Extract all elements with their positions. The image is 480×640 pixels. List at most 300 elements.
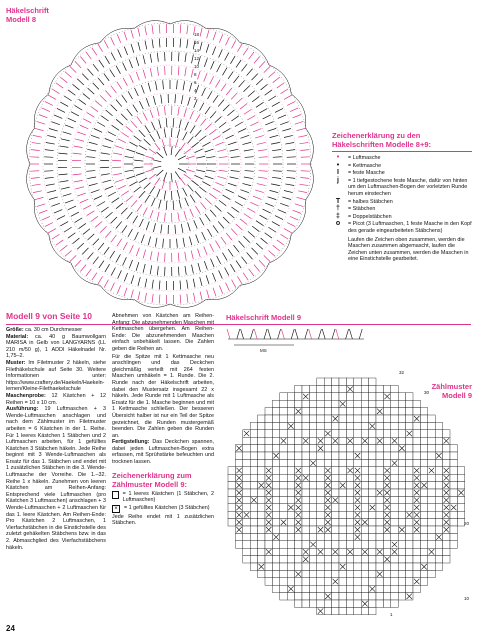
grid-cell — [398, 519, 405, 526]
grid-cell — [339, 430, 346, 437]
stitch-mark — [70, 255, 76, 261]
instructions-column-1 — [6, 327, 106, 551]
stitch-mark — [139, 219, 143, 227]
stitch-mark — [126, 149, 135, 152]
stitch-mark — [127, 212, 133, 219]
grid-cell — [376, 459, 383, 466]
stitch-mark — [241, 64, 246, 71]
stitch-mark — [33, 135, 42, 137]
grid-cell — [235, 533, 242, 540]
stitch-mark — [31, 177, 40, 178]
grid-cell — [258, 430, 265, 437]
stitch-mark — [51, 122, 59, 125]
stitch-mark — [111, 37, 115, 45]
stitch-mark — [241, 257, 246, 264]
stitch-mark — [252, 74, 258, 80]
grid-cell — [450, 467, 457, 474]
grid-cell — [406, 445, 413, 452]
grid-cell — [346, 430, 353, 437]
grid-cell — [354, 385, 361, 392]
legend-title-line-1: Zeichenerklärung zu den — [332, 131, 421, 140]
stitch-mark — [239, 241, 245, 248]
stitch-mark — [124, 32, 127, 41]
grid-title-line-1: Zählmuster — [431, 382, 472, 391]
stitch-mark — [68, 118, 76, 122]
stitch-mark — [184, 149, 191, 154]
stitch-mark — [143, 113, 147, 121]
grid-cell — [287, 408, 294, 415]
stitch-mark — [163, 239, 164, 248]
stitch-mark — [61, 187, 70, 189]
grid-cell — [369, 489, 376, 496]
stitch-mark — [80, 199, 88, 203]
stitch-mark — [141, 85, 144, 93]
grid-cell — [280, 474, 287, 481]
stitch-mark — [268, 227, 276, 232]
model9-heading: Modell 9 von Seite 10 — [6, 311, 92, 321]
stitch-mark — [83, 229, 90, 235]
stitch-mark — [195, 114, 200, 122]
stitch-mark — [88, 88, 95, 94]
grid-cell — [361, 526, 368, 533]
stitch-mark — [150, 54, 152, 63]
stitch-mark — [111, 235, 116, 242]
grid-cell — [383, 400, 390, 407]
grid-cell — [369, 600, 376, 607]
stitch-mark — [75, 218, 83, 223]
grid-cell — [346, 452, 353, 459]
grid-cell — [280, 445, 287, 452]
grid-cell — [287, 541, 294, 548]
stitch-mark — [268, 197, 277, 200]
stitch-mark — [139, 101, 143, 109]
grid-cell — [406, 504, 413, 511]
stitch-mark — [249, 269, 254, 276]
grid-cell — [302, 459, 309, 466]
picot-arc — [27, 164, 35, 200]
stitch-mark — [42, 216, 50, 220]
grid-cell — [428, 563, 435, 570]
stitch-mark — [150, 68, 152, 77]
grid-cell — [280, 570, 287, 577]
grid-cell — [391, 556, 398, 563]
stitch-mark — [213, 288, 216, 297]
round-outline — [85, 79, 255, 249]
grid-cell — [391, 474, 398, 481]
stitch-mark — [264, 329, 267, 339]
stitch-mark — [180, 178, 185, 185]
stitch-mark — [188, 97, 191, 106]
grid-cell — [309, 600, 316, 607]
stitch-mark — [228, 72, 233, 79]
stitch-mark — [240, 219, 247, 225]
grid-cell — [280, 489, 287, 496]
stitch-mark — [92, 48, 97, 55]
stitch-mark — [196, 234, 199, 242]
grid-cell — [287, 526, 294, 533]
grid-cell — [406, 489, 413, 496]
stitch-mark — [116, 254, 120, 262]
grid-cell — [309, 585, 316, 592]
stitch-mark — [115, 179, 124, 182]
grid-cell — [339, 452, 346, 459]
stitch-mark — [106, 110, 113, 116]
grid-cell — [228, 482, 235, 489]
grid-cell — [361, 393, 368, 400]
stitch-mark — [180, 24, 181, 33]
stitch-mark — [177, 190, 179, 199]
grid-cell — [391, 400, 398, 407]
grid-cell — [361, 533, 368, 540]
grid-cell — [280, 578, 287, 585]
stitch-mark — [201, 202, 207, 209]
stitch-mark — [233, 76, 239, 83]
grid-cell — [324, 408, 331, 415]
stitch-mark — [244, 214, 251, 219]
grid-cell — [339, 408, 346, 415]
stitch-mark — [133, 216, 138, 224]
grid-cell — [332, 452, 339, 459]
grid-cell — [391, 570, 398, 577]
picot-arc — [134, 21, 170, 29]
grid-cell — [413, 437, 420, 444]
stitch-mark — [150, 110, 153, 118]
stitch-mark — [230, 56, 235, 64]
legend-title-line-2: Häkelschriften Modelle 8+9: — [332, 140, 431, 149]
stitch-mark — [108, 192, 116, 196]
grid-cell — [376, 474, 383, 481]
grid-cell — [398, 452, 405, 459]
grid-cell — [398, 482, 405, 489]
stitch-mark — [143, 55, 145, 64]
grid-cell — [302, 541, 309, 548]
stitch-mark — [218, 100, 224, 107]
stitch-mark — [228, 142, 237, 145]
stitch-mark — [272, 102, 280, 106]
stitch-mark — [143, 250, 145, 259]
finishing-body: Das Deckchen spannen, dabei jeden Luftmaschen-Bogen extra erfassen, mit Sprühstärke befeuchten und trocknen lassen. — [112, 439, 214, 466]
grid-cell — [391, 452, 398, 459]
grid-cell — [243, 489, 250, 496]
grid-cell — [361, 400, 368, 407]
stitch-mark — [44, 171, 53, 172]
grid-cell — [398, 430, 405, 437]
grid-cell — [324, 452, 331, 459]
stitch-mark — [64, 227, 72, 232]
grid-cell — [361, 378, 368, 385]
grid-cell — [354, 570, 361, 577]
stitch-mark — [98, 243, 104, 250]
stitch-mark — [252, 248, 258, 254]
instruction-paragraph — [6, 334, 106, 360]
grid-cell — [361, 593, 368, 600]
grid-cell — [295, 533, 302, 540]
grid-cell — [339, 526, 346, 533]
stitch-mark — [63, 194, 72, 197]
stitch-mark — [200, 277, 202, 286]
grid-cell — [302, 408, 309, 415]
grid-row-label: 10 — [464, 596, 470, 601]
stitch-mark — [47, 191, 56, 193]
grid-cell — [376, 400, 383, 407]
stitch-mark — [155, 81, 157, 90]
grid-cell — [361, 570, 368, 577]
stitch-mark — [280, 203, 288, 206]
grid-cell — [428, 415, 435, 422]
stitch-mark — [74, 146, 83, 148]
grid-cell — [369, 415, 376, 422]
stitch-mark — [164, 191, 165, 200]
legend-item — [332, 206, 472, 213]
grid-cell — [309, 570, 316, 577]
stitch-mark — [131, 200, 137, 207]
grid-cell — [420, 415, 427, 422]
grid-cell — [369, 467, 376, 474]
stitch-mark — [105, 231, 111, 238]
stitch-mark — [275, 108, 283, 112]
grid-cell — [346, 585, 353, 592]
grid-cell — [339, 533, 346, 540]
stitch-mark — [250, 122, 258, 126]
grid-cell — [383, 408, 390, 415]
grid-cell — [369, 393, 376, 400]
picot-arc — [170, 299, 206, 307]
model9-chart-title: Häkelschrift Modell 9 — [226, 313, 302, 322]
grid-cell — [302, 445, 309, 452]
stitch-mark — [221, 237, 226, 244]
grid-row-label: 20 — [464, 521, 470, 526]
grid-cell — [406, 548, 413, 555]
grid-cell — [398, 408, 405, 415]
grid-cell — [391, 415, 398, 422]
grid-cell — [295, 548, 302, 555]
grid-cell — [406, 519, 413, 526]
stitch-mark — [291, 329, 294, 339]
grid-cell — [369, 482, 376, 489]
grid-cell — [309, 422, 316, 429]
grid-cell — [339, 378, 346, 385]
stitch-mark — [157, 252, 158, 261]
grid-cell — [280, 511, 287, 518]
grid-cell — [332, 482, 339, 489]
stitch-mark — [178, 52, 179, 61]
grid-cell — [383, 578, 390, 585]
stitch-mark — [124, 288, 127, 297]
stitch-mark — [191, 180, 198, 185]
stitch-mark — [240, 104, 247, 110]
grid-cell — [354, 378, 361, 385]
grid-cell — [413, 400, 420, 407]
grid-cell — [361, 445, 368, 452]
stitch-mark — [145, 156, 154, 159]
grid-cell — [354, 556, 361, 563]
stitch-mark — [112, 198, 119, 203]
grid-cell — [339, 600, 346, 607]
stitch-mark — [282, 129, 291, 132]
grid-cell — [302, 563, 309, 570]
grid-cell — [369, 533, 376, 540]
stitch-mark — [290, 108, 298, 112]
stitch-mark — [75, 187, 84, 189]
grid-cell — [339, 570, 346, 577]
stitch-mark — [215, 142, 223, 145]
legend-item-text: = Doppelstäbchen — [348, 213, 392, 220]
grid-cell — [346, 408, 353, 415]
stitch-mark — [207, 30, 210, 39]
stitch-mark — [278, 329, 281, 339]
crochet-chart-model8 — [20, 14, 320, 314]
grid-cell — [383, 600, 390, 607]
stitch-mark — [126, 176, 135, 179]
stitch-mark — [111, 267, 115, 275]
stitch-mark — [118, 49, 122, 57]
stitch-mark — [259, 215, 267, 219]
stitch-mark — [51, 203, 59, 206]
grid-cell — [391, 511, 398, 518]
grid-cell — [272, 585, 279, 592]
grid-cell — [435, 437, 442, 444]
grid-cell — [376, 600, 383, 607]
grid-cell — [295, 445, 302, 452]
grid-cell — [376, 504, 383, 511]
grid-cell — [450, 496, 457, 503]
legend-item — [332, 178, 472, 198]
grid-cell — [428, 489, 435, 496]
stitch-mark — [205, 198, 211, 204]
stitch-mark — [173, 118, 174, 127]
grid-cell — [339, 511, 346, 518]
stitch-mark — [258, 177, 267, 178]
grid-cell — [339, 437, 346, 444]
grid-cell — [406, 422, 413, 429]
stitch-mark — [46, 143, 55, 145]
stitch-mark — [130, 142, 138, 146]
grid-cell — [369, 445, 376, 452]
grid-cell — [332, 563, 339, 570]
stitch-mark — [287, 223, 295, 227]
grid-cell — [280, 452, 287, 459]
grid-cell — [369, 563, 376, 570]
stitch-mark — [222, 253, 227, 261]
stitch-mark — [157, 53, 158, 62]
stitch-mark — [244, 177, 253, 179]
grid-cell — [398, 393, 405, 400]
stitch-mark — [223, 105, 229, 111]
stitch-mark — [108, 132, 116, 136]
stitch-mark — [130, 182, 138, 186]
grid-legend-note: Jede Reihe endet mit 1 zusätzlichen Stäbchen. — [112, 513, 214, 527]
stitch-mark — [187, 137, 193, 144]
grid-cell — [309, 408, 316, 415]
grid-row-label: 1 — [390, 612, 393, 617]
grid-cell — [317, 482, 324, 489]
grid-cell — [243, 556, 250, 563]
stitch-mark — [164, 106, 165, 115]
grid-cell — [324, 385, 331, 392]
cross-square-icon: × — [112, 505, 120, 513]
stitch-mark — [111, 105, 117, 111]
grid-cell — [420, 452, 427, 459]
stitch-mark — [150, 251, 152, 260]
grid-cell — [391, 519, 398, 526]
stitch-mark — [143, 207, 147, 215]
grid-cell — [324, 445, 331, 452]
grid-cell — [309, 526, 316, 533]
stitch-mark — [175, 94, 176, 103]
grid-cell — [413, 585, 420, 592]
stitch-mark — [82, 248, 88, 254]
stitch-mark — [240, 190, 248, 193]
grid-cell — [376, 578, 383, 585]
stitch-mark — [118, 139, 126, 143]
stitch-mark — [223, 195, 231, 200]
grid-cell — [406, 408, 413, 415]
grid-cell — [309, 445, 316, 452]
grid-cell — [250, 452, 257, 459]
grid-cell — [228, 496, 235, 503]
stitch-mark — [264, 255, 270, 261]
grid-cell — [376, 452, 383, 459]
stitch-mark — [284, 95, 292, 99]
stitch-mark — [256, 243, 263, 249]
grid-cell — [428, 533, 435, 540]
stitch-mark — [159, 24, 160, 33]
symbol-legend — [332, 131, 472, 263]
stitch-mark — [225, 53, 229, 61]
stitch-mark — [218, 221, 224, 228]
legend-item — [332, 163, 472, 170]
grid-cell — [369, 385, 376, 392]
grid-cell — [339, 422, 346, 429]
stitch-mark — [285, 184, 294, 186]
stitch-mark — [100, 226, 106, 232]
stitch-mark — [191, 250, 193, 259]
ms-label: MS — [260, 348, 267, 353]
instruction-paragraph — [6, 360, 106, 393]
stitch-mark — [322, 329, 325, 339]
grid-cell — [265, 541, 272, 548]
stitch-mark — [152, 122, 156, 130]
grid-cell — [354, 393, 361, 400]
stitch-mark — [131, 30, 134, 39]
stitch-mark — [130, 245, 134, 253]
stitch-mark — [206, 170, 215, 171]
stitch-mark — [56, 83, 63, 88]
stitch-mark — [157, 131, 160, 139]
stitch-mark — [273, 157, 282, 158]
grid-cell — [398, 570, 405, 577]
grid-cell — [309, 548, 316, 555]
grid-cell — [302, 496, 309, 503]
grid-cell — [295, 452, 302, 459]
stitch-mark — [136, 248, 139, 256]
grid-cell — [265, 445, 272, 452]
grid-cell — [339, 467, 346, 474]
grid-cell — [324, 459, 331, 466]
stitch-mark — [45, 177, 54, 178]
stitch-mark — [202, 232, 206, 240]
legend-item — [332, 214, 472, 221]
grid-cell — [332, 378, 339, 385]
grid-cell — [295, 578, 302, 585]
grid-cell — [413, 570, 420, 577]
stitch-mark — [205, 214, 210, 221]
stitch-mark — [215, 205, 222, 211]
finishing-text — [112, 439, 214, 465]
grid-cell — [406, 452, 413, 459]
grid-cell — [361, 563, 368, 570]
stitch-mark — [244, 149, 253, 151]
